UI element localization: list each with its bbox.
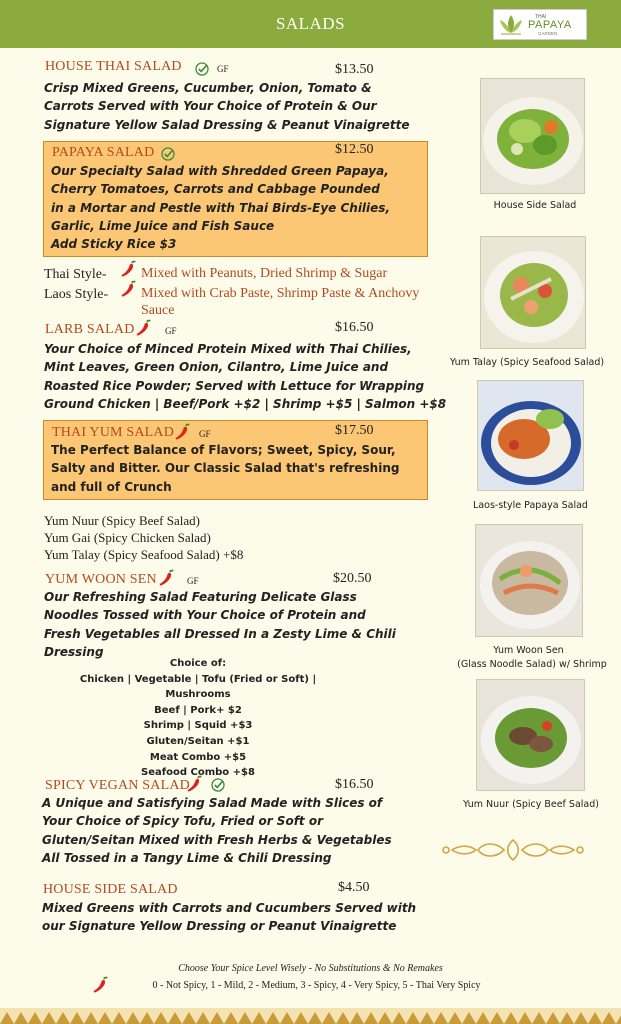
logo-name: PAPAYA xyxy=(528,19,572,31)
caption-yum-woon-sen: Yum Woon Sen xyxy=(493,645,564,656)
logo-thai: THAI xyxy=(535,14,547,20)
thai-style-text: Mixed with Peanuts, Dried Shrimp & Sugar xyxy=(141,266,388,281)
laos-style-label: Laos Style- xyxy=(44,287,109,302)
chili-pepper-icon xyxy=(158,569,176,587)
check-leaf-icon xyxy=(160,146,176,162)
house-thai-desc: Crisp Mixed Greens, Cucumber, Onion, Tomato & Carrots Served with Your Choice of Protein & Our Signature Yellow Salad Dressing & Peanut Vinaigrette xyxy=(44,81,410,132)
list-item: Yum Nuur (Spicy Beef Salad) xyxy=(44,513,200,528)
papaya-salad-name: PAPAYA SALAD xyxy=(52,145,155,160)
logo-garden: GARDEN xyxy=(538,31,558,36)
photo-yum-talay xyxy=(480,236,586,349)
thai-yum-salad-name: THAI YUM SALAD xyxy=(52,425,175,440)
gf-badge: GF xyxy=(165,326,177,336)
list-item: Yum Gai (Spicy Chicken Salad) xyxy=(44,530,211,545)
decorative-bottom-border xyxy=(0,1008,621,1024)
chili-pepper-icon xyxy=(186,775,204,793)
yum-variants-list xyxy=(44,512,243,563)
lotus-logo-icon xyxy=(497,13,525,37)
larb-desc: Your Choice of Minced Protein Mixed with Thai Chilies, Mint Leaves, Green Onion, Cilantro, Lime Juice and Roasted Rice Powder; Served with Lettuce for Wrapping Ground Chicken | Beef/Pork +$2 | Shrimp +$5 | Salmon +$8 xyxy=(44,342,447,411)
caption-house-side: House Side Salad xyxy=(493,200,577,211)
gf-badge: GF xyxy=(187,576,199,586)
list-item: Yum Talay (Spicy Seafood Salad) +$8 xyxy=(44,547,244,562)
house-side-salad-name: HOUSE SIDE SALAD xyxy=(43,882,178,897)
thai-style-label: Thai Style- xyxy=(44,267,107,282)
spicy-vegan-salad-price: $16.50 xyxy=(335,777,374,792)
check-leaf-icon xyxy=(210,777,226,793)
chili-pepper-icon xyxy=(174,423,192,441)
laos-style-text: Mixed with Crab Paste, Shrimp Paste & Anchovy xyxy=(141,286,420,301)
spice-note: Choose Your Spice Level Wisely - No Substitutions & No Remakes xyxy=(178,963,443,974)
chili-pepper-icon xyxy=(120,280,138,298)
caption-laos-papaya: Laos-style Papaya Salad xyxy=(473,500,588,511)
larb-salad-price: $16.50 xyxy=(335,320,374,335)
spicy-vegan-desc: A Unique and Satisfying Salad Made with Slices of Your Choice of Spicy Tofu, Fried or Soft or Gluten/Seitan Mixed with Fresh Herbs & Vegetables All Tossed in a Tangy Lime & Chili Dressing xyxy=(42,796,392,865)
header-bar xyxy=(0,0,621,48)
caption-yum-talay: Yum Talay (Spicy Seafood Salad) xyxy=(449,357,605,368)
yum-woon-sen-price: $20.50 xyxy=(333,571,372,586)
papaya-desc: Our Specialty Salad with Shredded Green Papaya, Cherry Tomatoes, Carrots and Cabbage Pounded in a Mortar and Pestle with Thai Birds-Eye Chilies, Garlic, Lime Juice and Fish Sauce Add Sticky Rice $3 xyxy=(51,164,390,252)
ornament-divider xyxy=(440,836,586,864)
spicy-vegan-salad-name: SPICY VEGAN SALAD xyxy=(45,778,190,793)
caption-glass-noodle: (Glass Noodle Salad) w/ Shrimp xyxy=(457,659,607,670)
thai-yum-salad-price: $17.50 xyxy=(335,423,374,438)
photo-house-side-salad xyxy=(480,78,585,194)
larb-salad-name: LARB SALAD xyxy=(45,322,135,337)
thai-yum-desc: The Perfect Balance of Flavors; Sweet, Spicy, Sour, Salty and Bitter. Our Classic Salad that's refreshing and full of Crunch xyxy=(51,443,400,494)
chili-pepper-icon xyxy=(120,260,138,278)
papaya-salad-price: $12.50 xyxy=(335,142,374,157)
house-thai-salad-price: $13.50 xyxy=(335,62,374,77)
laos-style-text-2: Sauce xyxy=(141,303,175,318)
yum-woon-sen-name: YUM WOON SEN xyxy=(45,572,157,587)
restaurant-logo xyxy=(493,9,587,40)
protein-choices: Choice of: Chicken | Vegetable | Tofu (Fried or Soft) | Mushrooms Beef | Pork+ $2 Shrimp | Squid +$3 Gluten/Seitan +$1 Meat Combo +$5 Seafood Combo +$8 xyxy=(79,658,317,779)
page-title: SALADS xyxy=(275,14,346,33)
check-leaf-icon xyxy=(194,61,210,77)
gf-badge: GF xyxy=(199,429,211,439)
spice-scale: 0 - Not Spicy, 1 - Mild, 2 - Medium, 3 - Spicy, 4 - Very Spicy, 5 - Thai Very Spicy xyxy=(152,980,481,991)
photo-laos-papaya xyxy=(477,380,584,491)
photo-yum-nuur xyxy=(476,679,585,791)
house-thai-salad-name: HOUSE THAI SALAD xyxy=(45,59,182,74)
chili-pepper-icon xyxy=(135,319,153,337)
photo-yum-woon-sen xyxy=(475,524,583,637)
caption-yum-nuur: Yum Nuur (Spicy Beef Salad) xyxy=(463,799,599,810)
house-side-desc: Mixed Greens with Carrots and Cucumbers Served with our Signature Yellow Dressing or Peanut Vinaigrette xyxy=(42,901,417,934)
gf-badge: GF xyxy=(217,64,229,74)
house-side-salad-price: $4.50 xyxy=(338,880,370,895)
yum-woon-sen-desc: Our Refreshing Salad Featuring Delicate Glass Noodles Tossed with Your Choice of Protein and Fresh Vegetables all Dressed In a Zesty Lime & Chili Dressing xyxy=(44,590,396,659)
